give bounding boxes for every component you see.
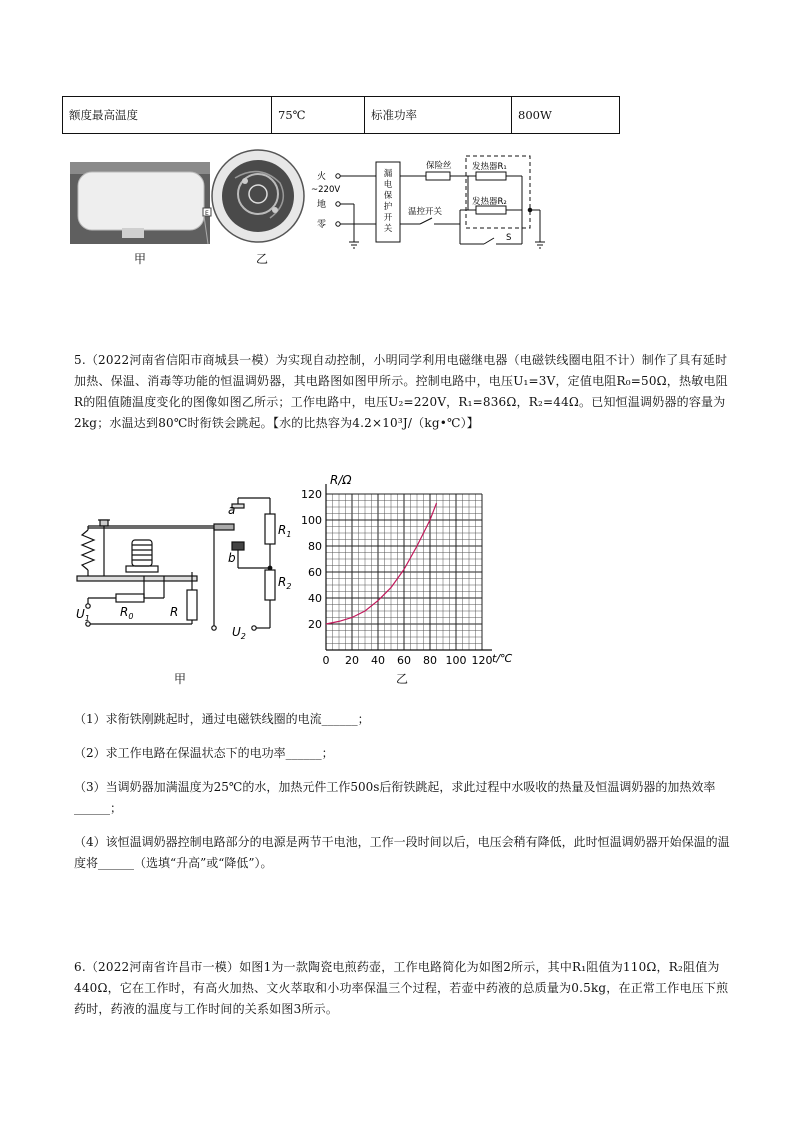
fig1-caption-a: 甲 — [134, 252, 147, 266]
svg-text:关: 关 — [383, 224, 393, 234]
question-2: （2）求工作电路在保温状态下的电功率______； — [74, 746, 334, 760]
x-tick-label: 80 — [423, 654, 437, 667]
spec-label-max-temp: 额度最高温度 — [63, 97, 272, 134]
label-neutral: 零 — [317, 220, 327, 230]
water-heater-figure — [70, 148, 560, 264]
x-tick-label: 60 — [397, 654, 411, 667]
relay-circuit — [74, 490, 292, 650]
chart-xlabel: t/℃ — [492, 652, 513, 665]
label-switch-s: S — [506, 233, 512, 243]
label-ground: 地 — [317, 200, 327, 210]
chart-ticks — [301, 488, 493, 667]
electromagnet-coil — [132, 540, 152, 566]
label-thermo-switch: 温控开关 — [408, 207, 443, 217]
spec-value-power: 800W — [512, 97, 620, 134]
svg-text:保: 保 — [383, 191, 393, 201]
svg-text:漏: 漏 — [383, 169, 393, 179]
series-line-r — [326, 503, 437, 624]
wall-tag: E — [205, 210, 209, 217]
chart-caption: 乙 — [396, 672, 409, 686]
x-tick-label: 0 — [322, 654, 330, 667]
label-r: R — [170, 605, 179, 619]
fuse — [426, 172, 450, 180]
problem5-text: 5.（2022河南省信阳市商城县一模）为实现自动控制，小明同学利用电磁继电器（电磁铁线圈电阻不计）制作了具有延时加热、保温、消毒等功能的恒温调奶器，其电路图如图甲所示。控制电路中，电压U₁=3V，定值电阻R₀=50Ω，热敏电阻R的阻值随温度变化的图像如图乙所示；工作电路中，电压U₂=220V，R₁=836Ω，R₂=44Ω。已知恒温调奶器的容量为2kg；水温达到80℃时衔铁会跳起。【水的比热容为4.2×10³J/（kg•℃）】 — [74, 353, 728, 430]
heater-r1 — [476, 172, 506, 180]
y-tick-label: 100 — [301, 514, 322, 527]
y-tick-label: 40 — [308, 592, 322, 605]
svg-text:开: 开 — [383, 213, 393, 223]
y-tick-label: 20 — [308, 618, 322, 631]
svg-text:护: 护 — [383, 202, 393, 212]
y-tick-label: 60 — [308, 566, 322, 579]
question-4: （4）该恒温调奶器控制电路部分的电源是两节干电池，工作一段时间以后，电压会稍有降低，此时恒温调奶器开始保温的温度将______（选填“升高”或“降低”）。 — [74, 835, 730, 870]
protector-label — [384, 168, 393, 234]
y-tick-label: 120 — [301, 488, 322, 501]
label-r2: $R_2$ — [278, 575, 292, 591]
heater-r2 — [476, 206, 506, 214]
chart-ylabel: R/Ω — [330, 473, 352, 487]
question-3: （3）当调奶器加满温度为25℃的水，加热元件工作500s后衔铁跳起，求此过程中水吸收的热量及恒温调奶器的加热效率______； — [74, 780, 716, 815]
spec-table — [62, 96, 620, 134]
spec-value-max-temp: 75℃ — [272, 97, 365, 134]
x-tick-label: 120 — [471, 654, 493, 667]
lower-contact — [232, 542, 244, 550]
spec-label-power: 标准功率 — [365, 97, 512, 134]
problem6-text: 6.（2022河南省许昌市一模）如图1为一款陶瓷电煎药壶，工作电路简化为如图2所示，其中R₁阻值为110Ω，R₂阻值为440Ω，它在工作时，有高火加热、文火萃取和小功率保温三个过程，若壶中药液的总质量为0.5kg，在正常工作电压下煎药时，药液的温度与工作时间的关系如图3所示。 — [74, 960, 729, 1016]
spring — [82, 530, 94, 570]
x-tick-label: 40 — [371, 654, 385, 667]
resistor-r2 — [265, 570, 275, 600]
question-1: （1）求衔铁刚跳起时，通过电磁铁线圈的电流______； — [74, 712, 370, 726]
y-tick-label: 80 — [308, 540, 322, 553]
resistor-r1 — [265, 514, 275, 544]
label-b: b — [228, 551, 236, 565]
label-live: 火 — [317, 172, 327, 182]
base-plate — [77, 576, 197, 581]
resistor-r0 — [116, 594, 144, 602]
label-r1: $R_1$ — [278, 523, 292, 539]
chart-grid — [326, 484, 492, 650]
label-a: a — [228, 503, 236, 517]
svg-text:电: 电 — [383, 180, 393, 190]
heater-tank — [78, 172, 204, 230]
x-tick-label: 100 — [445, 654, 467, 667]
label-fuse: 保险丝 — [426, 161, 452, 171]
label-u1: $U_1$ — [76, 607, 90, 623]
armature-contact — [214, 524, 234, 530]
label-heater1: 发热器R₁ — [472, 162, 507, 172]
label-r0: $R_0$ — [120, 605, 134, 621]
thermistor-r — [187, 590, 197, 620]
fig1-caption-b: 乙 — [256, 252, 269, 266]
resistance-temperature-chart — [296, 470, 526, 670]
label-voltage: ~220V — [311, 185, 341, 195]
label-heater2: 发热器R₂ — [472, 197, 507, 207]
label-u2: $U_2$ — [232, 625, 246, 641]
circuit-caption: 甲 — [174, 672, 187, 686]
x-tick-label: 20 — [345, 654, 359, 667]
